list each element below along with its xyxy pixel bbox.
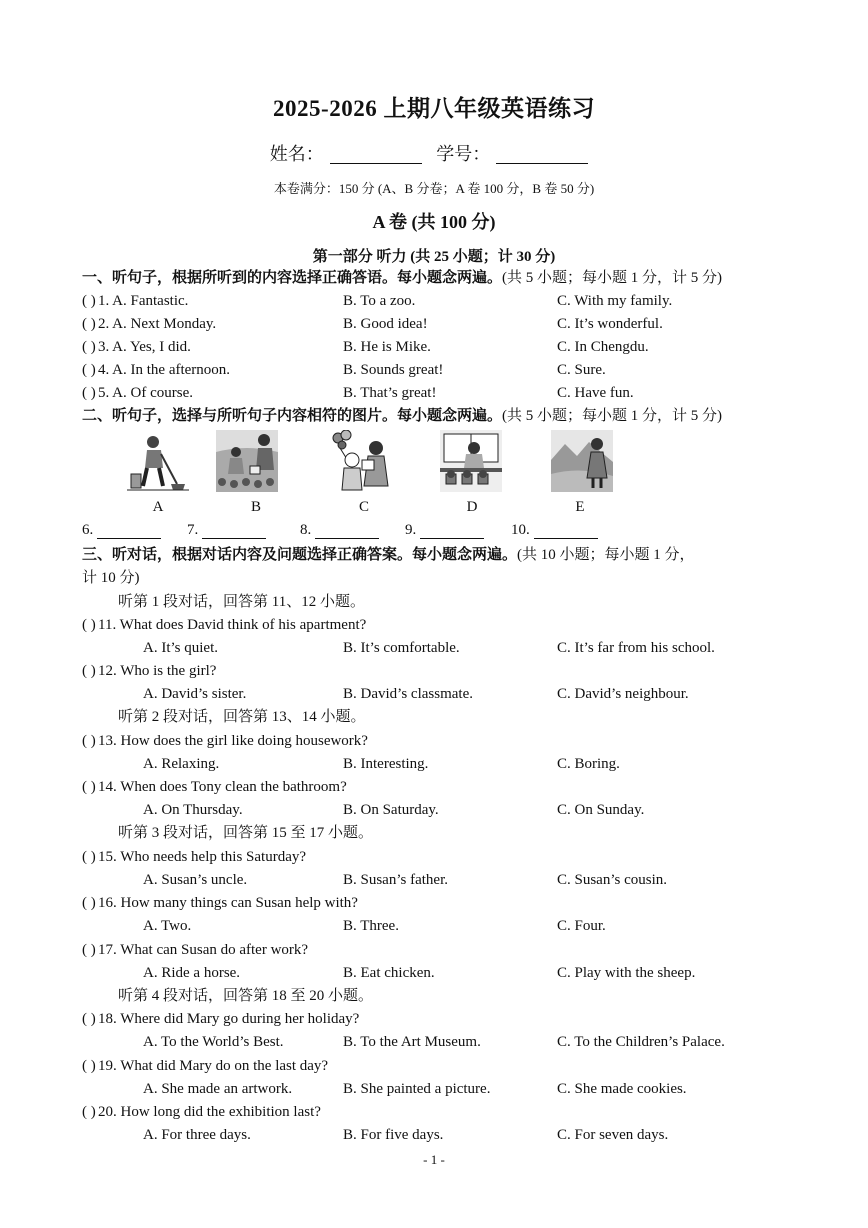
option-b: B. To a zoo. xyxy=(343,293,416,309)
question-text: 5. A. Of course. xyxy=(98,385,193,401)
answer-bracket[interactable]: ( ) xyxy=(82,316,96,332)
option-b: B. She painted a picture. xyxy=(343,1081,491,1097)
options-row xyxy=(82,962,792,985)
option-c: C. Boring. xyxy=(557,756,620,772)
answer-bracket[interactable]: ( ) xyxy=(82,895,96,911)
answer-bracket[interactable]: ( ) xyxy=(82,733,96,749)
question-text: 13. How does the girl like doing housework? xyxy=(98,733,368,749)
option-a: A. Relaxing. xyxy=(143,756,220,772)
question-row xyxy=(82,776,792,799)
option-c: C. It’s far from his school. xyxy=(557,640,715,656)
question-text: 14. When does Tony clean the bathroom? xyxy=(98,779,347,795)
answer-bracket[interactable]: ( ) xyxy=(82,1011,96,1027)
option-b: B. Susan’s father. xyxy=(343,872,448,888)
answer-blank-item xyxy=(405,522,484,539)
question-row xyxy=(82,614,792,637)
section-2-heading xyxy=(82,405,792,428)
question-row xyxy=(82,1008,792,1031)
section-a-title: A 卷 (共 100 分) xyxy=(372,212,496,232)
blank-number: 10. xyxy=(511,522,530,538)
question-text: 16. How many things can Susan help with? xyxy=(98,895,358,911)
question-row xyxy=(82,336,792,359)
picture-label-b: B xyxy=(250,499,261,515)
option-c: C. David’s neighbour. xyxy=(557,686,689,702)
answer-blank[interactable] xyxy=(534,524,598,539)
answer-blank[interactable] xyxy=(202,524,266,539)
option-c: C. On Sunday. xyxy=(557,802,645,818)
question-text: 1. A. Fantastic. xyxy=(98,293,189,309)
answer-bracket[interactable]: ( ) xyxy=(82,385,96,401)
option-b: B. David’s classmate. xyxy=(343,686,473,702)
name-blank[interactable] xyxy=(330,147,422,164)
option-c: C. It’s wonderful. xyxy=(557,316,663,332)
options-row xyxy=(82,1078,792,1101)
name-id-row xyxy=(0,140,868,166)
dialogue-intro: 听第 3 段对话，回答第 15 至 17 小题。 xyxy=(118,825,374,841)
options-row xyxy=(82,1124,792,1147)
option-c: C. Four. xyxy=(557,918,606,934)
name-label: 姓名： xyxy=(269,144,324,164)
blank-number: 7. xyxy=(187,522,199,538)
option-b: B. To the Art Museum. xyxy=(343,1034,481,1050)
answer-blank-item xyxy=(300,522,379,539)
answer-blank[interactable] xyxy=(315,524,379,539)
picture-label-c: C xyxy=(358,499,369,515)
options-row xyxy=(82,869,792,892)
options-row xyxy=(82,683,792,706)
page-number: - 1 - xyxy=(423,1152,445,1167)
question-text: 11. What does David think of his apartment? xyxy=(98,617,367,633)
option-c: C. With my family. xyxy=(557,293,673,309)
option-a: A. Two. xyxy=(143,918,192,934)
options-row xyxy=(82,753,792,776)
option-b: B. Interesting. xyxy=(343,756,429,772)
picture-label-a: A xyxy=(152,499,164,515)
options-row xyxy=(82,915,792,938)
option-b: B. It’s comfortable. xyxy=(343,640,460,656)
option-c: C. She made cookies. xyxy=(557,1081,687,1097)
answer-bracket[interactable]: ( ) xyxy=(82,293,96,309)
question-text: 12. Who is the girl? xyxy=(98,663,217,679)
question-text: 19. What did Mary do on the last day? xyxy=(98,1058,329,1074)
section-3-instruction: 三、听对话，根据对话内容及问题选择正确答案。每小题念两遍。 xyxy=(82,547,518,563)
option-b: B. Eat chicken. xyxy=(343,965,435,981)
question-row xyxy=(82,313,792,336)
dialogue-intro: 听第 1 段对话，回答第 11、12 小题。 xyxy=(118,594,365,610)
option-a: A. For three days. xyxy=(143,1127,251,1143)
section-2-score: (共 5 小题；每小题 1 分，计 5 分) xyxy=(502,408,723,424)
blank-number: 8. xyxy=(300,522,312,538)
picture-label-e: E xyxy=(575,499,585,515)
section-1-score: (共 5 小题；每小题 1 分，计 5 分) xyxy=(502,270,723,286)
section-3-score: (共 10 小题；每小题 1 分， xyxy=(517,547,695,563)
answer-blank[interactable] xyxy=(97,524,161,539)
option-a: A. It’s quiet. xyxy=(143,640,218,656)
question-text: 18. Where did Mary go during her holiday? xyxy=(98,1011,360,1027)
part-one-title: 第一部分 听力 (共 25 小题；计 30 分) xyxy=(312,249,556,265)
picture-label-d: D xyxy=(466,499,478,515)
answer-blank-item xyxy=(82,522,161,539)
girls-party-icon xyxy=(330,430,392,492)
option-c: C. Sure. xyxy=(557,362,606,378)
answer-blank[interactable] xyxy=(420,524,484,539)
answer-bracket[interactable]: ( ) xyxy=(82,362,96,378)
section-1-heading xyxy=(82,267,792,290)
option-b: B. Good idea! xyxy=(343,316,428,332)
option-b: B. For five days. xyxy=(343,1127,444,1143)
answer-bracket[interactable]: ( ) xyxy=(82,942,96,958)
dialogue-intro: 听第 4 段对话，回答第 18 至 20 小题。 xyxy=(118,988,374,1004)
section-3-heading xyxy=(82,544,792,590)
question-text: 15. Who needs help this Saturday? xyxy=(98,849,307,865)
id-blank[interactable] xyxy=(496,147,588,164)
question-text: 17. What can Susan do after work? xyxy=(98,942,309,958)
answer-bracket[interactable]: ( ) xyxy=(82,663,96,679)
question-row xyxy=(82,939,792,962)
question-row xyxy=(82,382,792,405)
question-row xyxy=(82,730,792,753)
answer-blank-item xyxy=(511,522,598,539)
question-row xyxy=(82,1055,792,1078)
option-a: A. To the World’s Best. xyxy=(143,1034,284,1050)
question-text: 20. How long did the exhibition last? xyxy=(98,1104,321,1120)
option-b: B. Sounds great! xyxy=(343,362,444,378)
family-gardening-icon xyxy=(216,430,278,492)
option-c: C. In Chengdu. xyxy=(557,339,649,355)
answer-bracket[interactable]: ( ) xyxy=(82,1058,96,1074)
option-c: C. Play with the sheep. xyxy=(557,965,696,981)
question-row xyxy=(82,290,792,313)
options-row xyxy=(82,799,792,822)
option-c: C. Susan’s cousin. xyxy=(557,872,668,888)
dialogue-intro: 听第 2 段对话，回答第 13、14 小题。 xyxy=(118,709,366,725)
blank-number: 9. xyxy=(405,522,417,538)
section-2-instruction: 二、听句子，选择与所听句子内容相符的图片。每小题念两遍。 xyxy=(82,408,503,424)
option-a: A. Susan’s uncle. xyxy=(143,872,248,888)
option-a: A. David’s sister. xyxy=(143,686,247,702)
option-c: C. For seven days. xyxy=(557,1127,669,1143)
answer-bracket[interactable]: ( ) xyxy=(82,339,96,355)
question-row xyxy=(82,892,792,915)
options-row xyxy=(82,1031,792,1054)
score-info: 本卷满分：150 分 (A、B 分卷；A 卷 100 分，B 卷 50 分) xyxy=(273,181,595,196)
answer-bracket[interactable]: ( ) xyxy=(82,617,96,633)
option-c: C. To the Children’s Palace. xyxy=(557,1034,725,1050)
answer-bracket[interactable]: ( ) xyxy=(82,779,96,795)
options-row xyxy=(82,637,792,660)
question-row xyxy=(82,1101,792,1124)
girl-by-mountain-icon xyxy=(551,430,613,492)
option-b: B. Three. xyxy=(343,918,399,934)
option-c: C. Have fun. xyxy=(557,385,634,401)
question-text: 2. A. Next Monday. xyxy=(98,316,217,332)
blank-number: 6. xyxy=(82,522,94,538)
option-a: A. Ride a horse. xyxy=(143,965,241,981)
answer-bracket[interactable]: ( ) xyxy=(82,1104,96,1120)
section-3-score-cont: 计 10 分) xyxy=(82,570,140,586)
question-text: 3. A. Yes, I did. xyxy=(98,339,191,355)
option-b: B. He is Mike. xyxy=(343,339,431,355)
id-label: 学号： xyxy=(436,144,491,164)
option-a: A. On Thursday. xyxy=(143,802,243,818)
option-a: A. She made an artwork. xyxy=(143,1081,293,1097)
question-row xyxy=(82,660,792,683)
question-row xyxy=(82,359,792,382)
option-b: B. That’s great! xyxy=(343,385,437,401)
answer-blank-item xyxy=(187,522,266,539)
question-text: 4. A. In the afternoon. xyxy=(98,362,231,378)
option-b: B. On Saturday. xyxy=(343,802,439,818)
girl-watering-plants-icon xyxy=(440,430,502,492)
answer-bracket[interactable]: ( ) xyxy=(82,849,96,865)
page-title: 2025-2026 上期八年级英语练习 xyxy=(273,96,595,121)
question-row xyxy=(82,846,792,869)
man-sweeping-icon xyxy=(127,430,189,492)
section-1-instruction: 一、听句子，根据所听到的内容选择正确答语。每小题念两遍。 xyxy=(82,270,503,286)
